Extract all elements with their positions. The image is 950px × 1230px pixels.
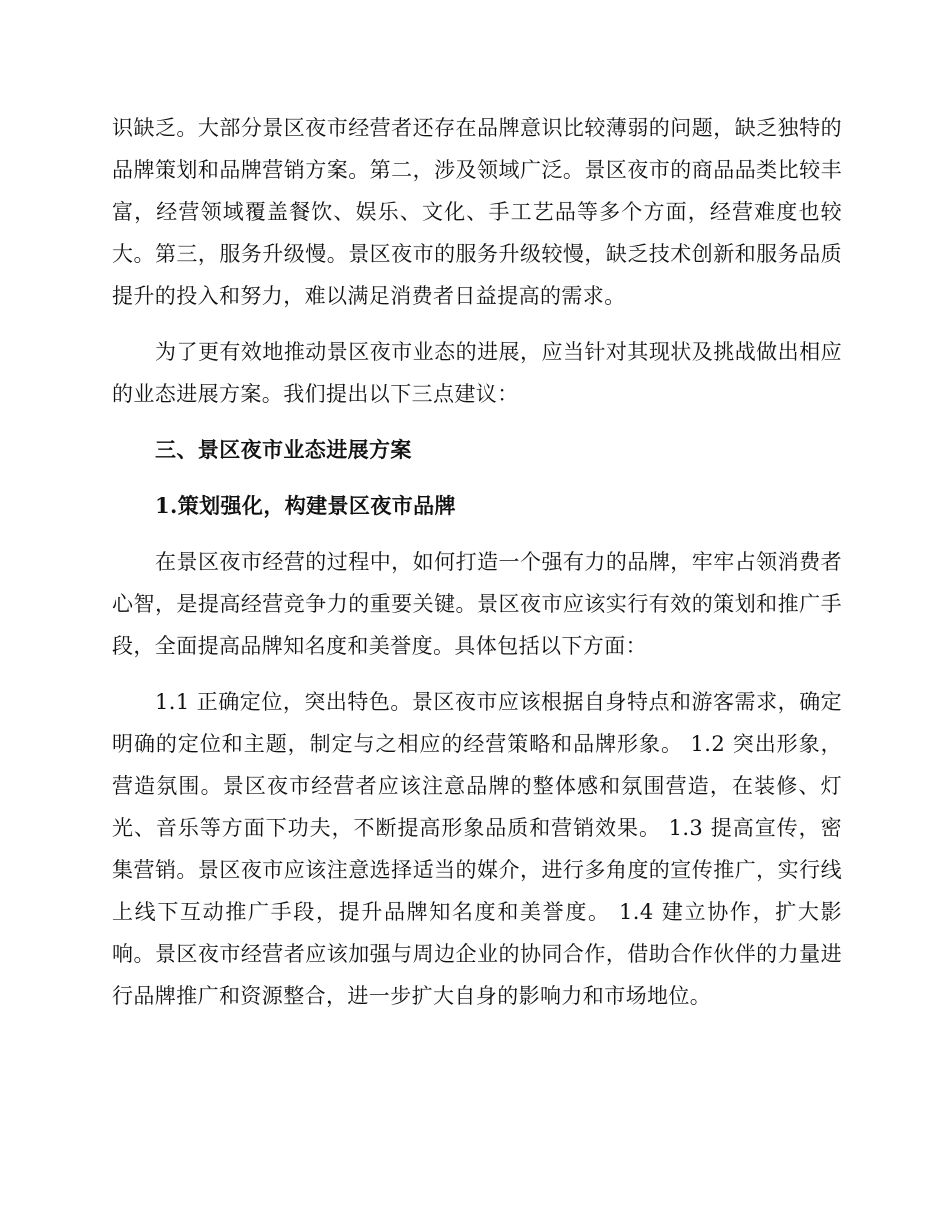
paragraph-intro: 为了更有效地推动景区夜市业态的进展，应当针对其现状及挑战做出相应的业态进展方案。我们提出以下三点建议： xyxy=(112,340,842,406)
subsection-heading: 1.策划强化，构建景区夜市品牌 xyxy=(155,493,456,518)
paragraph-brand: 在景区夜市经营的过程中，如何打造一个强有力的品牌，牢牢占领消费者心智，是提高经营竞争力的重要关键。景区夜市应该实行有效的策划和推广手段，全面提高品牌知名度和美誉度。具体包括以下方面： xyxy=(112,550,842,658)
paragraph-continued: 识缺乏。大部分景区夜市经营者还存在品牌意识比较薄弱的问题，缺乏独特的品牌策划和品牌营销方案。第二，涉及领域广泛。景区夜市的商品品类比较丰富，经营领域覆盖餐饮、娱乐、文化、手工艺品等多个方面，经营难度也较大。第三，服务升级慢。景区夜市的服务升级较慢，缺乏技术创新和服务品质提升的投入和努力，难以满足消费者日益提高的需求。 xyxy=(112,116,842,308)
document-page xyxy=(112,107,842,1017)
paragraph-points: 1.1 正确定位，突出特色。景区夜市应该根据自身特点和游客需求，确定明确的定位和主题，制定与之相应的经营策略和品牌形象。 1.2 突出形象，营造氛围。景区夜市经营者应该注意品牌的整体感和氛围营造，在装修、灯光、音乐等方面下功夫，不断提高形象品质和营销效果。 1.3 提高宣传，密集营销。景区夜市应该注意选择适当的媒介，进行多角度的宣传推广，实行线上线下互动推广手段，提升品牌知名度和美誉度。 1.4 建立协作，扩大影响。景区夜市经营者应该加强与周边企业的协同合作，借助合作伙伴的力量进行品牌推广和资源整合，进一步扩大自身的影响力和市场地位。 xyxy=(112,690,842,1008)
section-heading: 三、景区夜市业态进展方案 xyxy=(155,437,412,462)
